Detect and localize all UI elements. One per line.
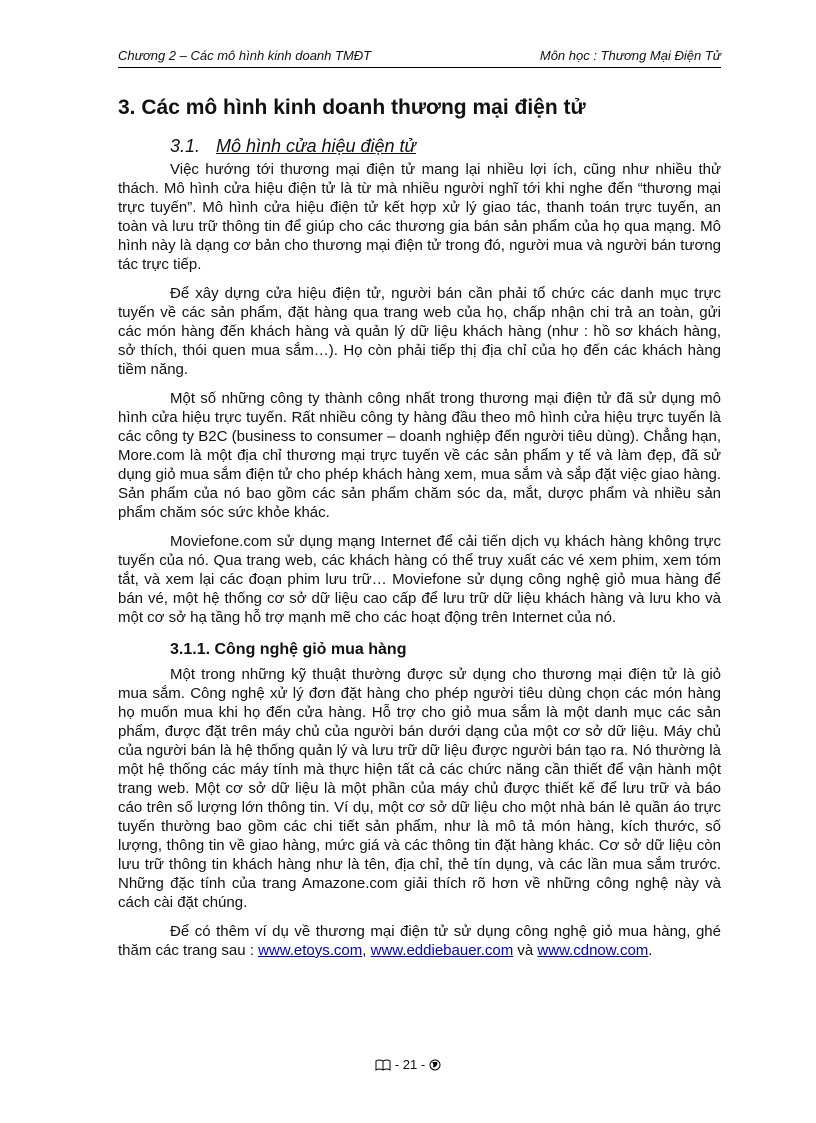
section-title: 3. Các mô hình kinh doanh thương mại điện tử	[118, 96, 586, 119]
book-icon	[375, 1057, 391, 1072]
subsubsection-title: 3.1.1. Công nghệ giỏ mua hàng	[170, 641, 407, 658]
page-number: - 21 -	[394, 1057, 426, 1072]
link-cdnow[interactable]: www.cdnow.com	[537, 942, 649, 959]
links-intro: Để có thêm ví dụ về thương mại điện tử sử dụng công nghệ giỏ mua hàng, ghé thăm các trang sau :	[118, 923, 721, 959]
paragraph: Một trong những kỹ thuật thường được sử dụng cho thương mại điện tử là giỏ mua sắm. Công nghệ xử lý đơn đặt hàng cho phép người tiêu dùng chọn các món hàng họ muốn mua khi họ đến cửa hàng. Hỗ trợ cho giỏ mua sắm là một danh mục các sản phẩm, được đặt trên máy chủ của người bán dưới dạng của một cơ sở dữ liệu. Máy chủ của người bán là hệ thống quản lý và lưu trữ dữ liệu được người bán tạo ra. Nó thường là một hệ thống các máy tính mà thực hiện tất cả các chức năng cần thiết để vận hành một trang web. Một cơ sở dữ liệu là một phần của máy chủ được thiết kế để lưu trữ và báo cáo trên số lượng lớn thông tin. Ví dụ, một cơ sở dữ liệu cho một nhà bán lẻ quần áo trực tuyến thường bao gồm các chi tiết sản phẩm, như là mô tả món hàng, kích thước, số lượng, thông tin về giao hàng, mức giá và các thông tin đặt hàng khác. Cơ sở dữ liệu còn lưu trữ thông tin khách hàng như là tên, địa chỉ, thẻ tín dụng, và các lần mua sắm trước. Những đặc tính của trang Amazone.com giải thích rõ hơn về những công nghệ này và cách cài đặt chúng.	[118, 666, 721, 911]
subsection-heading	[118, 134, 721, 158]
subsection-number: 3.1.	[170, 136, 201, 156]
page-header	[118, 48, 721, 68]
paragraph: Moviefone.com sử dụng mạng Internet để cải tiến dịch vụ khách hàng không trực tuyến của nó. Qua trang web, các khách hàng có thể truy xuất các vé xem phim, xem tóm tắt, và xem lại các đoạn phim lưu trữ… Moviefone sử dụng công nghệ giỏ mua hàng để bán vé, một hệ thống cơ sở dữ liệu cao cấp để lưu trữ dữ liệu khách hàng và lưu kho và một cơ sở hạ tầng hỗ trợ mạnh mẽ cho các hoạt động trên Internet của nó.	[118, 533, 721, 626]
page-footer	[0, 1057, 816, 1072]
link-eddiebauer[interactable]: www.eddiebauer.com	[370, 942, 514, 959]
links-paragraph	[118, 922, 721, 960]
header-chapter: Chương 2 – Các mô hình kinh doanh TMĐT	[118, 48, 372, 63]
header-course: Môn học : Thương Mại Điện Tử	[539, 48, 721, 63]
link-end: .	[648, 942, 653, 959]
paragraph: Việc hướng tới thương mại điện tử mang lại nhiều lợi ích, cũng như nhiều thử thách. Mô hình cửa hiệu điện tử là từ mà nhiều người nghĩ tới khi nghe đến “thương mại trực tuyến”. Mô hình cửa hiệu điện tử kết hợp xử lý giao tác, thanh toán trực tuyến, an toàn và lưu trữ thông tin để giúp cho các thương gia bán sản phẩm của họ qua mạng. Mô hình này là dạng cơ bản cho thương mại điện tử trong đó, người mua và người bán tương tác trực tiếp.	[118, 161, 721, 273]
subsection-title: Mô hình cửa hiệu điện tử	[216, 136, 416, 156]
paragraph: Một số những công ty thành công nhất trong thương mại điện tử đã sử dụng mô hình cửa hiệu trực tuyến. Rất nhiều công ty hàng đầu theo mô hình cửa hiệu trực tuyến là các công ty B2C (business to consumer – doanh nghiệp đến người tiêu dùng). Chẳng hạn, More.com là một địa chỉ thương mại trực tuyến về các sản phẩm y tế và làm đẹp, đã sử dụng giỏ mua sắm điện tử cho phép khách hàng xem, mua sắm và sắp đặt việc giao hàng. Sản phẩm của nó bao gồm các sản phẩm chăm sóc da, mắt, dược phẩm và nhiều sản phẩm chăm sóc sức khỏe khác.	[118, 390, 721, 521]
header-divider	[118, 67, 721, 68]
page-content	[118, 94, 721, 970]
globe-icon	[429, 1057, 441, 1072]
paragraph: Để xây dựng cửa hiệu điện tử, người bán cần phải tổ chức các danh mục trực tuyến về các sản phẩm, đặt hàng qua trang web của họ, chấp nhận chi trả an toàn, gửi các món hàng đến khách hàng và quản lý dữ liệu khách hàng (như : hồ sơ khách hàng, sở thích, thói quen mua sắm…). Họ còn phải tiếp thị địa chỉ của họ đến các khách hàng tiềm năng.	[118, 285, 721, 378]
link-separator: ,	[362, 942, 367, 959]
link-conjunction: và	[517, 942, 534, 959]
link-etoys[interactable]: www.etoys.com	[258, 942, 363, 959]
